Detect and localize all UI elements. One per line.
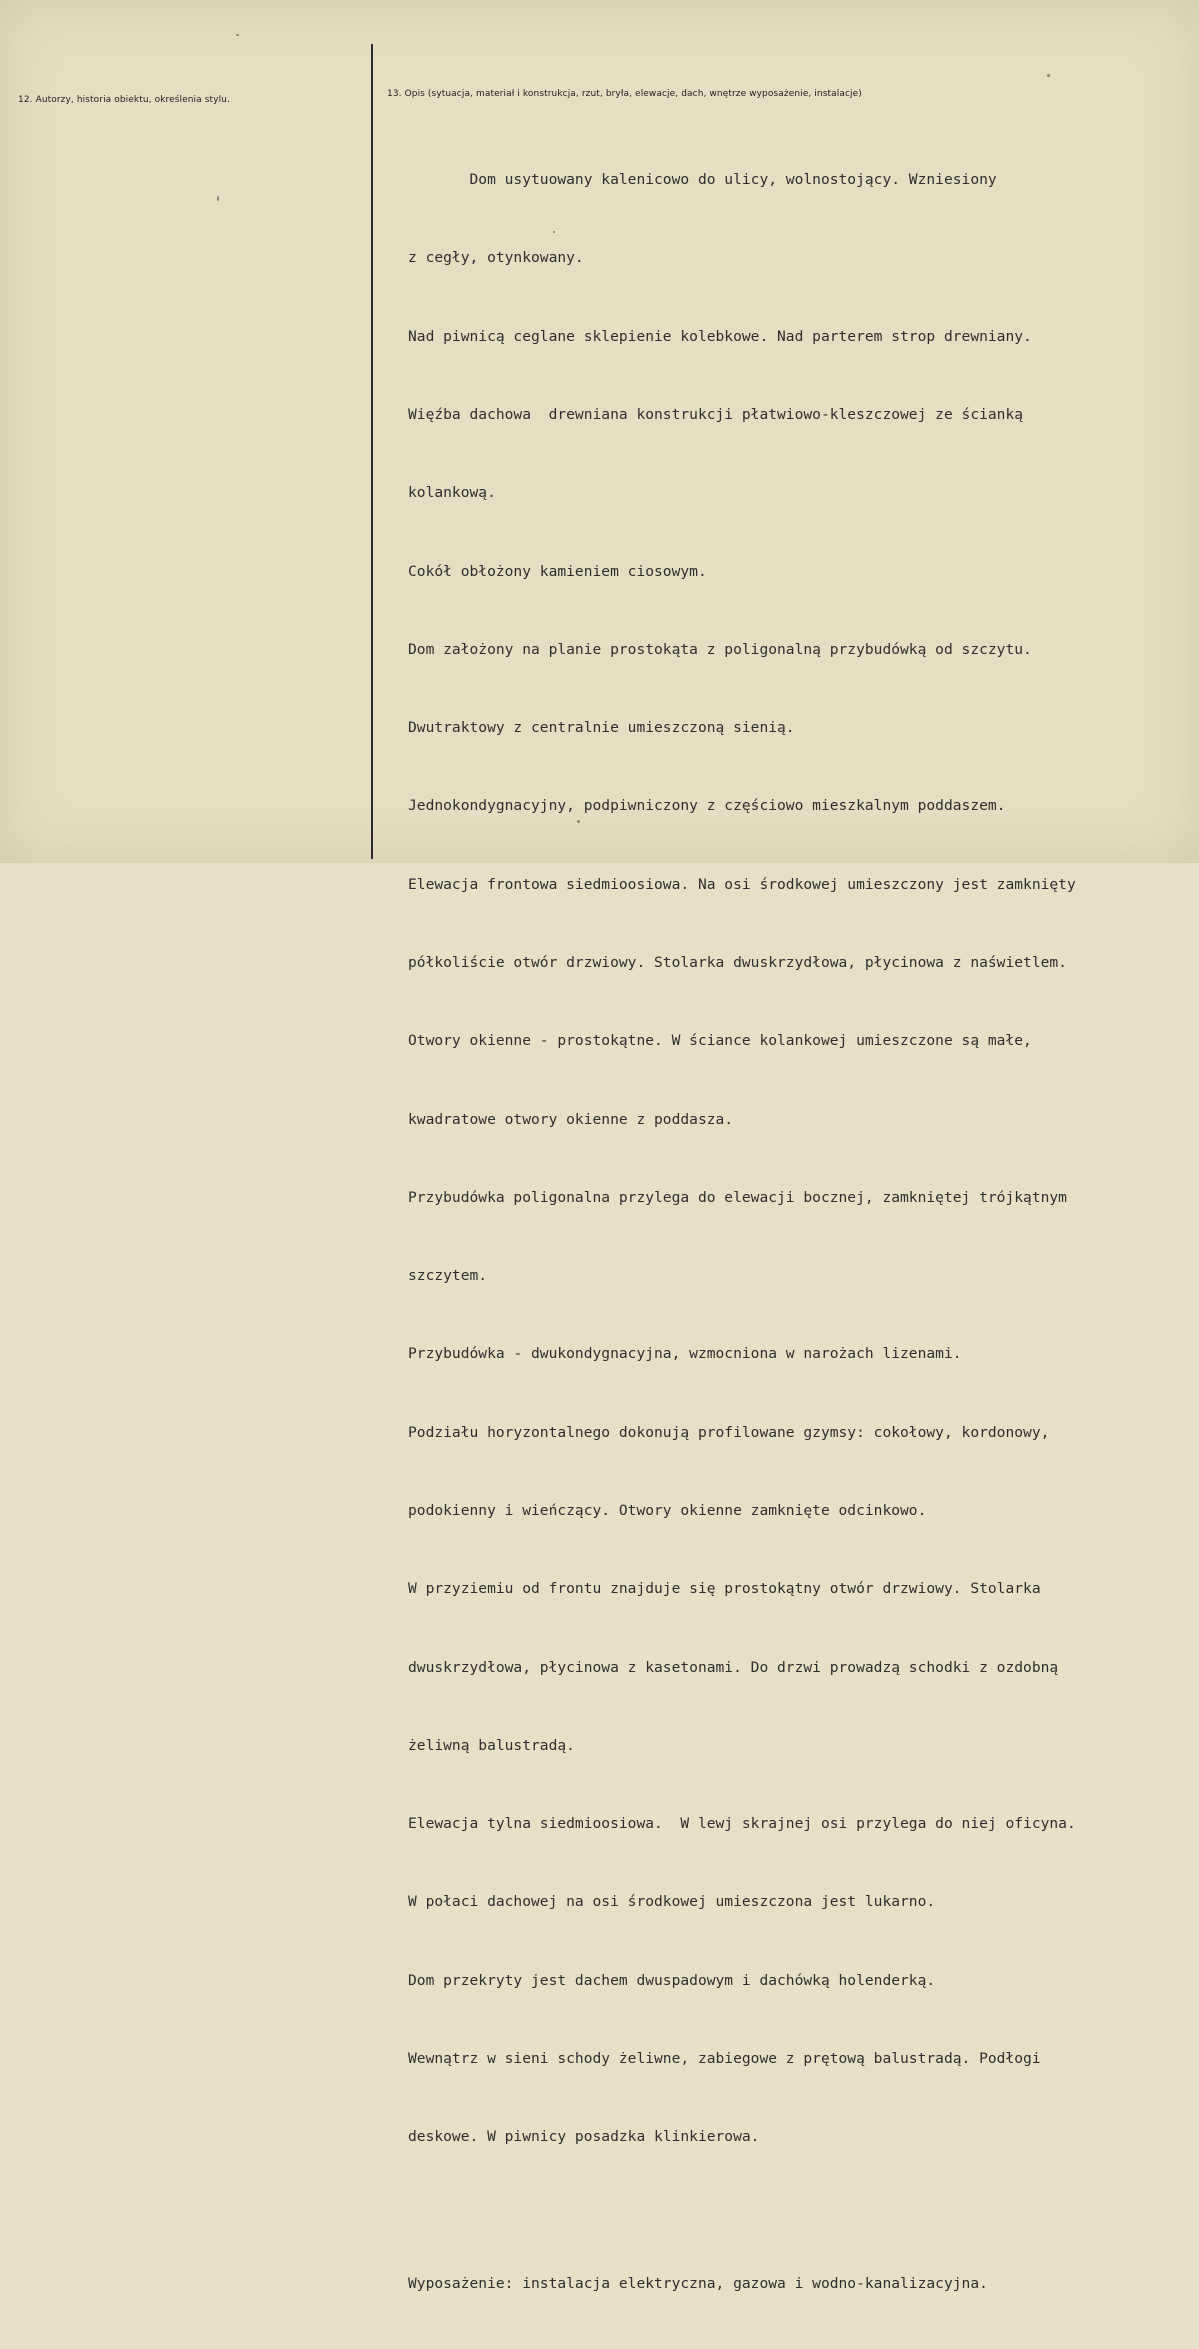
description-line: Więźba dachowa drewniana konstrukcji płatwiowo-kleszczowej ze ścianką — [408, 406, 1024, 424]
description-line: Dom założony na planie prostokąta z poligonalną przybudówką od szczytu. — [408, 640, 1032, 658]
description-line: kwadratowe otwory okienne z poddasza. — [408, 1110, 734, 1128]
description-line: Podziału horyzontalnego dokonują profilowane gzymsy: cokołowy, kordonowy, — [408, 1423, 1050, 1441]
description-line: Otwory okienne - prostokątne. W ściance kolankowej umieszczone są małe, — [408, 1032, 1032, 1050]
description-line: Dom przekryty jest dachem dwuspadowym i dachówką holenderką. — [408, 1971, 936, 1989]
description-line: Cokół obłożony kamieniem ciosowym. — [408, 562, 707, 580]
description-line: szczytem. — [408, 1267, 488, 1285]
description-line: dwuskrzydłowa, płycinowa z kasetonami. Do drzwi prowadzą schodki z ozdobną — [408, 1658, 1059, 1676]
description-line: deskowe. W piwnicy posadzka klinkierowa. — [408, 2128, 760, 2146]
description-line: Przybudówka - dwukondygnacyjna, wzmocniona w narożach lizenami. — [408, 1345, 962, 1363]
paper-speck — [553, 231, 555, 233]
description-line: z cegły, otynkowany. — [408, 249, 584, 267]
description-line: Dwutraktowy z centralnie umieszczoną sienią. — [408, 719, 795, 737]
description-line: Wewnątrz w sieni schody żeliwne, zabiegowe z prętową balustradą. Podłogi — [408, 2049, 1041, 2067]
description-line: W przyziemiu od frontu znajduje się prostokątny otwór drzwiowy. Stolarka — [408, 1580, 1041, 1598]
paper-speck — [1047, 74, 1050, 77]
description-line: Jednokondygnacyjny, podpiwniczony z częściowo mieszkalnym poddaszem. — [408, 797, 1006, 815]
paper-speck — [236, 34, 239, 36]
description-line: żeliwną balustradą. — [408, 1736, 575, 1754]
description-line: podokienny i wieńczący. Otwory okienne zamknięte odcinkowo. — [408, 1501, 927, 1519]
section-13-heading: 13. Opis (sytuacja, materiał i konstrukcja, rzut, bryła, elewacje, dach, wnętrze wyposażenie, instalacje) — [387, 89, 862, 99]
description-line: półkoliście otwór drzwiowy. Stolarka dwuskrzydłowa, płycinowa z naświetlem. — [408, 954, 1067, 971]
description-line: Dom usytuowany kalenicowo do ulicy, wolnostojący. Wzniesiony — [408, 171, 997, 189]
description-line: kolankową. — [408, 484, 496, 502]
description-line: Nad piwnicą ceglane sklepienie kolebkowe. Nad parterem strop drewniany. — [408, 327, 1032, 345]
description-line: Przybudówka poligonalna przylega do elewacji bocznej, zamkniętej trójkątnym — [408, 1188, 1067, 1206]
paragraph-gap — [408, 2203, 1188, 2219]
paper-speck — [217, 196, 219, 201]
paper-speck — [577, 820, 580, 823]
column-divider — [371, 44, 373, 859]
description-line: W połaci dachowej na osi środkowej umieszczona jest lukarno. — [408, 1893, 936, 1911]
equipment-line: Wyposażenie: instalacja elektryczna, gazowa i wodno-kanalizacyjna. — [408, 2274, 988, 2292]
description-line: Elewacja tylna siedmioosiowa. W lewj skrajnej osi przylega do niej oficyna. — [408, 1815, 1076, 1833]
section-12-heading: 12. Autorzy, historia obiektu, określenia stylu. — [18, 95, 230, 105]
description-text — [408, 115, 1188, 2349]
description-line: Elewacja frontowa siedmioosiowa. Na osi środkowej umieszczony jest zamknięty — [408, 875, 1076, 893]
